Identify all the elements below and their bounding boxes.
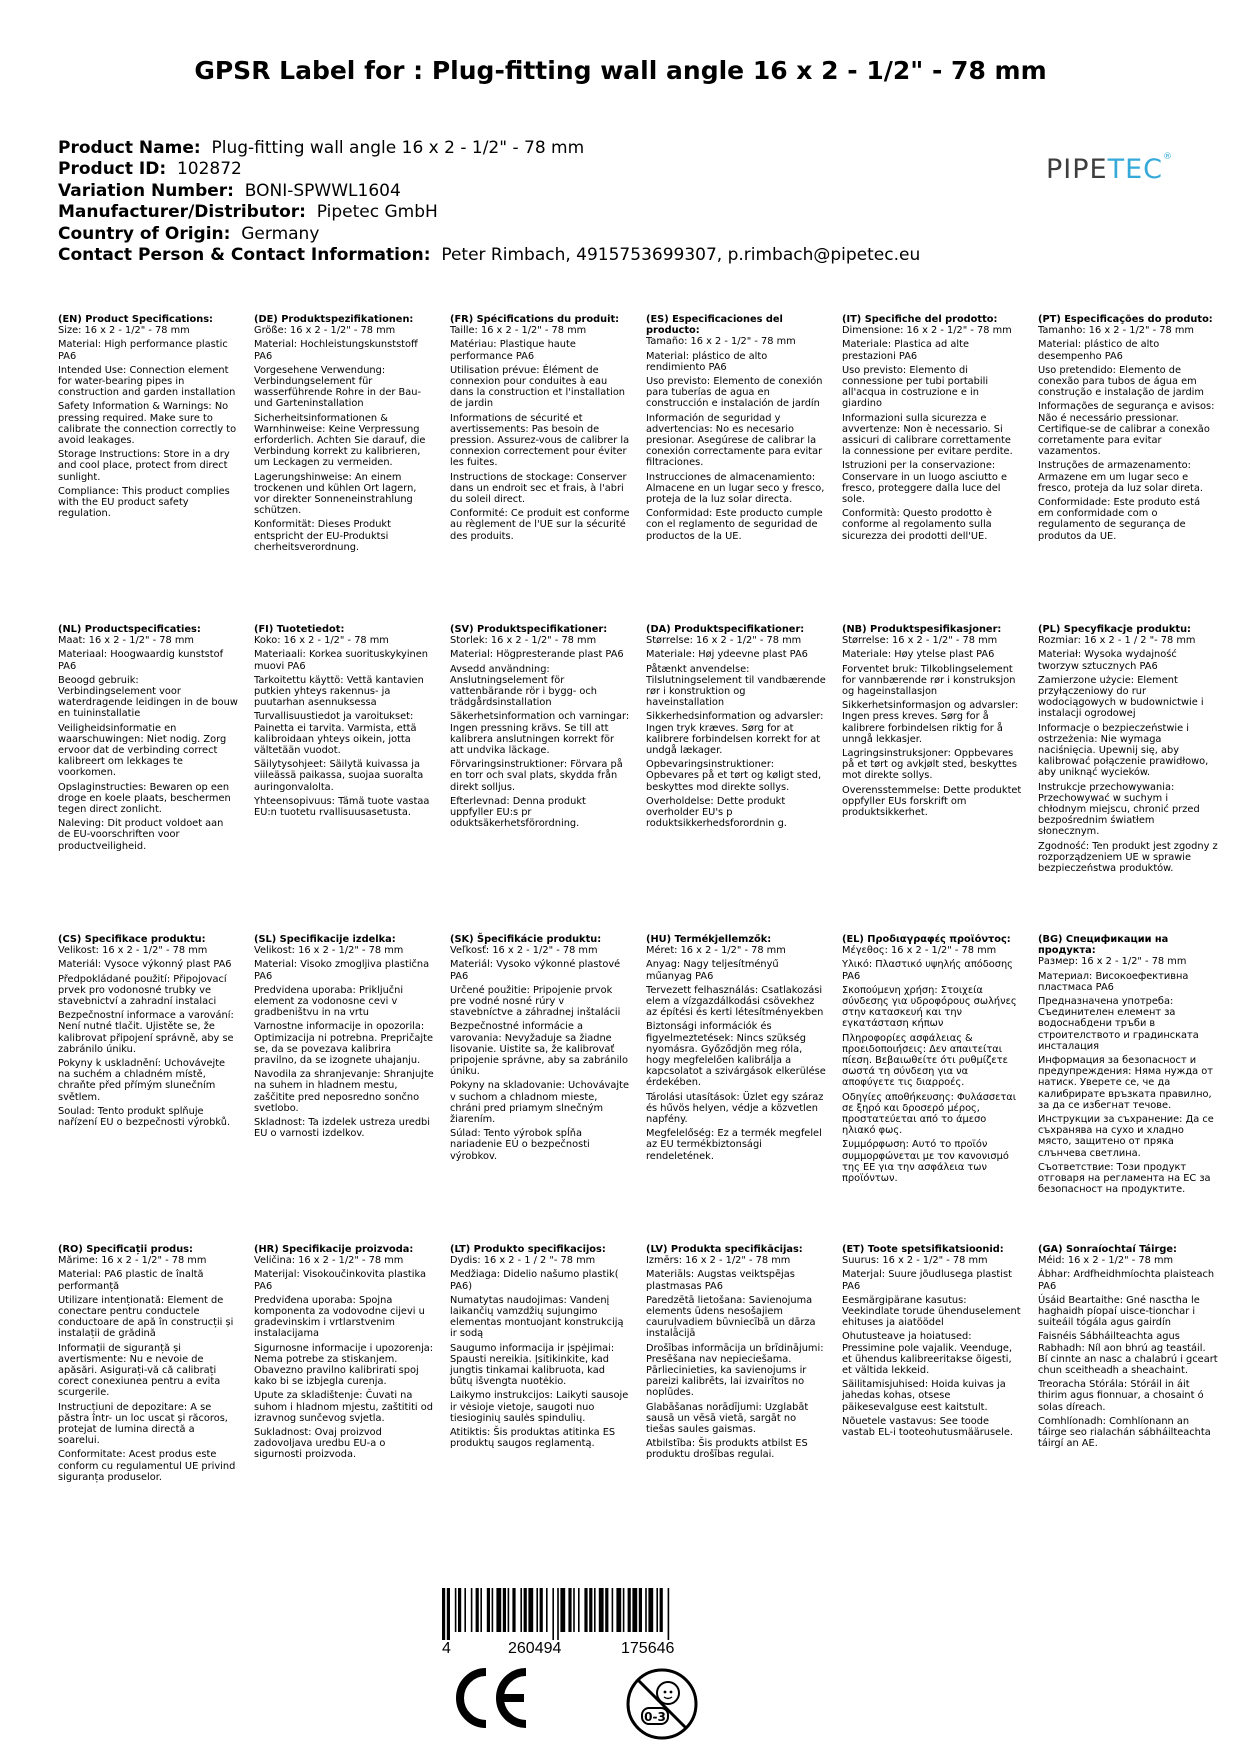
spec-line: Предназначена употреба: Съединителен елемент за водоснабдени тръби в строителството и градинската инсталация bbox=[1038, 996, 1199, 1052]
spec-block bbox=[646, 624, 826, 832]
barcode-bar bbox=[568, 1588, 571, 1632]
spec-heading: (LV) Produkta specifikācijas: bbox=[646, 1244, 803, 1255]
spec-line: Pokyny na skladovanie: Uchovávajte v suchom a chladnom mieste, chráni pred priamym slnečným žiarením. bbox=[450, 1080, 629, 1126]
spec-line: Megfelelőség: Ez a termék megfelel az EU termékbiztonsági rendeletének. bbox=[646, 1128, 822, 1162]
spec-line: Taille: 16 x 2 - 1/2" - 78 mm bbox=[450, 325, 587, 337]
spec-line: Izmērs: 16 x 2 - 1/2" - 78 mm bbox=[646, 1255, 791, 1267]
spec-line: Informazioni sulla sicurezza e avvertenze: Non è necessario. Si assicuri di calibrare correttamente la connessione per evitare perdite. bbox=[842, 412, 1013, 458]
barcode-bar bbox=[560, 1588, 565, 1632]
info-label: Product Name: bbox=[58, 138, 201, 158]
spec-line: Bezpečnostné informácie a varovania: Nevyžaduje sa žiadne lisovanie. Uistite sa, že kalibrovať pripojenie správne, aby sa zabránilo úniku. bbox=[450, 1021, 629, 1078]
barcode-bar bbox=[546, 1588, 548, 1632]
spec-line: Tárolási utasítások: Üzlet egy száraz és hűvös helyen, védje a közvetlen napfény. bbox=[646, 1091, 824, 1126]
contact-row bbox=[58, 245, 920, 266]
spec-line: Upute za skladištenje: Čuvati na suhom i hladnom mjestu, zaštititi od izravnog sunčevog svjetla. bbox=[254, 1390, 433, 1424]
spec-line: Съответствие: Този продукт отговаря на регламента на ЕС за безопасност на продуктите. bbox=[1038, 1161, 1211, 1196]
spec-line: Informacje o bezpieczeństwie i ostrzeżenia: Nie wymaga naciśnięcia. Upewnij się, aby kalibrować połączenie prawidłowo, aby uniknąć wycieków. bbox=[1038, 722, 1209, 779]
spec-heading: (HR) Specifikacije proizvoda: bbox=[254, 1244, 414, 1255]
spec-block bbox=[842, 624, 1022, 821]
spec-heading: (LT) Produkto specifikacijos: bbox=[450, 1244, 606, 1255]
spec-line: Overholdelse: Dette produkt overholder EU's p roduktsikkerhedsforordnin g. bbox=[646, 795, 787, 830]
spec-line: Συμμόρφωση: Αυτό το προϊόν συμμορφώνεται με τον κανονισμό της ΕΕ για την ασφάλεια των προϊόντων. bbox=[842, 1139, 1009, 1185]
spec-line: Размер: 16 x 2 - 1/2" - 78 mm bbox=[1038, 956, 1187, 968]
spec-line: Materjal: Suure jõudlusega plastist PA6 bbox=[842, 1269, 1012, 1292]
spec-heading: (RO) Specificații produs: bbox=[58, 1244, 193, 1255]
spec-line: Velikost: 16 x 2 - 1/2" - 78 mm bbox=[254, 945, 404, 957]
spec-line: Ábhar: Ardfheidhmíochta plaisteach PA6 bbox=[1038, 1269, 1215, 1292]
spec-line: Veiligheidsinformatie en waarschuwingen: Niet nodig. Zorg ervoor dat de verbinding correct kalibreert om lekkages te voorkomen. bbox=[58, 722, 227, 779]
spec-line: Instrucțiuni de depozitare: A se păstra într- un loc uscat și răcoros, protejat de lumina directă a soarelui. bbox=[58, 1401, 228, 1447]
spec-block bbox=[58, 624, 238, 855]
spec-line: Atbilstība: Šis produkts atbilst ES produktu drošības regulai. bbox=[646, 1438, 808, 1461]
spec-line: Eesmärgipärane kasutus: Veekindlate torude ühenduselement ehituses ja aiatöödel bbox=[842, 1294, 1021, 1329]
spec-line: Glabāšanas norādījumi: Uzglabāt sausā un vēsā vietā, sargāt no tiešas saules gaismas. bbox=[646, 1401, 809, 1436]
info-label: Contact Person & Contact Information: bbox=[58, 245, 431, 266]
spec-block bbox=[842, 1244, 1022, 1441]
spec-block bbox=[254, 314, 434, 556]
spec-line: Material: High performance plastic PA6 bbox=[58, 339, 228, 362]
product-name-row bbox=[58, 138, 920, 159]
spec-line: Materiale: Høy ytelse plast PA6 bbox=[842, 649, 995, 661]
barcode-bar bbox=[536, 1588, 538, 1632]
spec-line: Velikost: 16 x 2 - 1/2" - 78 mm bbox=[58, 945, 208, 957]
product-id-row bbox=[58, 159, 920, 180]
spec-heading: (DA) Produktspecifikationer: bbox=[646, 624, 805, 635]
barcode bbox=[438, 1588, 678, 1640]
spec-heading: (FR) Spécifications du produit: bbox=[450, 314, 620, 325]
spec-line: Größe: 16 x 2 - 1/2" - 78 mm bbox=[254, 325, 396, 337]
info-label: Country of Origin: bbox=[58, 223, 231, 244]
spec-line: Skladnost: Ta izdelek ustreza uredbi EU o varnosti izdelkov. bbox=[254, 1117, 430, 1140]
spec-line: Conformidade: Este produto está em conformidade com o regulamento de segurança de produtos da UE. bbox=[1038, 497, 1201, 542]
spec-line: Инструкции за съхранение: Да се съхранява на сухо и хладно място, защитено от пряка слънчева светлина. bbox=[1038, 1114, 1214, 1159]
spec-line: Materiāls: Augstas veiktspējas plastmasas PA6 bbox=[646, 1269, 795, 1292]
spec-line: Maat: 16 x 2 - 1/2" - 78 mm bbox=[58, 635, 194, 647]
spec-line: Uso previsto: Elemento de conexión para tuberías de agua en construcción e instalación de jardín bbox=[646, 376, 823, 410]
spec-heading: (ES) Especificaciones del producto: bbox=[646, 314, 783, 337]
spec-line: Instruções de armazenamento: Armazene em um lugar seco e fresco, proteja da luz solar direta. bbox=[1038, 460, 1203, 494]
spec-line: Medžiaga: Didelio našumo plastik( PA6) bbox=[450, 1269, 619, 1292]
spec-line: Informations de sécurité et avertissements: Pas besoin de pression. Assurez-vous de calibrer la connexion correctement pour éviter les fuites. bbox=[450, 412, 630, 469]
spec-line: Material: Högpresterande plast PA6 bbox=[450, 649, 624, 661]
spec-line: Safety Information & Warnings: No pressing required. Make sure to calibrate the connection correctly to avoid leakages. bbox=[58, 401, 237, 447]
spec-heading: (PL) Specyfikacje produktu: bbox=[1038, 624, 1191, 635]
spec-heading: (SV) Produktspecifikationer: bbox=[450, 624, 608, 635]
spec-line: Utilisation prévue: Élément de connexion pour conduites à eau dans la construction et l'installation de jardin bbox=[450, 364, 626, 410]
barcode-bar bbox=[552, 1588, 554, 1640]
barcode-digit-prefix: 4 bbox=[442, 1640, 451, 1657]
spec-line: Intended Use: Connection element for water-bearing pipes in construction and garden installation bbox=[58, 364, 236, 399]
spec-line: Информация за безопасност и предупреждения: Няма нужда от натиск. Уверете се, че да калибрирате връзката правилно, за да се избегнат течове. bbox=[1038, 1055, 1213, 1111]
spec-line: Yhteensopivuus: Tämä tuote vastaa EU:n tuotetu rvallisuusasetusta. bbox=[254, 795, 430, 819]
spec-line: Pokyny k uskladnění: Uchovávejte na suchém a chladném místě, chraňte před přímým slunečním světlem. bbox=[58, 1058, 226, 1103]
barcode-bar bbox=[594, 1588, 596, 1632]
barcode-bar bbox=[557, 1588, 559, 1640]
barcode-bar bbox=[480, 1588, 482, 1632]
spec-line: Sicherheitsinformationen & Warnhinweise: Keine Verpressung erforderlich. Achten Sie darauf, die Verbindung korrekt zu kalibrieren, um Leckagen zu vermeiden. bbox=[254, 412, 426, 469]
logo-text-tec: TEC bbox=[1107, 154, 1163, 185]
spec-line: Materiál: Vysoko výkonné plastové PA6 bbox=[450, 959, 621, 982]
spec-line: Materijal: Visokoučinkovita plastika PA6 bbox=[254, 1269, 427, 1292]
spec-line: Lagerungshinweise: An einem trockenen und kühlen Ort lagern, vor direkter Sonneneinstrahlung schützen. bbox=[254, 471, 417, 517]
barcode-bar bbox=[612, 1588, 614, 1632]
spec-line: Materiaal: Hoogwaardig kunststof PA6 bbox=[58, 649, 224, 672]
spec-block bbox=[450, 314, 630, 545]
spec-line: Soulad: Tento produkt splňuje nařízení EU o bezpečnosti výrobků. bbox=[58, 1105, 231, 1129]
spec-heading: (EL) Προδιαγραφές προϊόντος: bbox=[842, 934, 1011, 945]
info-value: Germany bbox=[241, 223, 320, 244]
spec-line: Opslaginstructies: Bewaren op een droge en koele plaats, beschermen tegen direct zonlicht. bbox=[58, 781, 231, 816]
spec-line: Sukladnost: Ovaj proizvod zadovoljava uredbu EU-a o sigurnosti proizvoda. bbox=[254, 1427, 386, 1461]
page-title: GPSR Label for : Plug-fitting wall angle 16 x 2 - 1/2" - 78 mm bbox=[194, 56, 1047, 85]
spec-line: Zamierzone użycie: Element przyłączeniowy do rur wodociągowych w budownictwie i instalacji ogrodowej bbox=[1038, 674, 1204, 720]
spec-line: Predvidena uporaba: Priključni element za vodonosne cevi v gradbeništvu in na vrtu bbox=[254, 984, 404, 1019]
barcode-bar bbox=[458, 1588, 461, 1632]
registered-mark: ® bbox=[1163, 152, 1173, 162]
barcode-bar bbox=[508, 1588, 510, 1632]
info-value: Peter Rimbach, 4915753699307, p.rimbach@pipetec.eu bbox=[441, 245, 921, 266]
spec-line: Informații de siguranță și avertismente: Nu e nevoie de apăsări. Asigurați-vă că calibrați corect conexiunea pentru a evita scurgerile. bbox=[58, 1342, 221, 1399]
spec-block bbox=[58, 934, 238, 1131]
spec-line: Treoracha Stórála: Stóráil in áit thirim agus fionnuar, a chosaint ó solas díreach. bbox=[1038, 1379, 1204, 1413]
spec-block bbox=[254, 934, 434, 1142]
barcode-bar bbox=[623, 1588, 625, 1632]
age-warning-icon bbox=[624, 1666, 700, 1742]
spec-line: Méret: 16 x 2 - 1/2" - 78 mm bbox=[646, 945, 786, 957]
info-value: Pipetec GmbH bbox=[316, 202, 438, 223]
barcode-bar bbox=[573, 1588, 575, 1632]
spec-heading: (SL) Specifikacije izdelka: bbox=[254, 934, 396, 945]
spec-heading: (EN) Product Specifications: bbox=[58, 314, 213, 325]
spec-heading: (NB) Produktspesifikasjoner: bbox=[842, 624, 1002, 635]
barcode-bar bbox=[648, 1588, 653, 1632]
info-label: Variation Number: bbox=[58, 180, 234, 201]
spec-line: Material: plástico de alto desempenho PA6 bbox=[1038, 339, 1160, 362]
spec-line: Size: 16 x 2 - 1/2" - 78 mm bbox=[58, 325, 190, 337]
spec-heading: (SK) Špecifikácie produktu: bbox=[450, 934, 602, 945]
barcode-bar bbox=[628, 1588, 631, 1632]
info-value: BONI-SPWWL1604 bbox=[244, 180, 401, 201]
spec-line: Säkerhetsinformation och varningar: Ingen pressning krävs. Se till att kalibrera anslutningen korrekt för att undvika läckage. bbox=[450, 711, 630, 757]
spec-line: Πληροφορίες ασφάλειας & προειδοποιήσεις: Δεν απαιτείται πίεση. Βεβαιωθείτε ότι ρυθμίζετε σωστά τη σύνδεση για να αποφύγετε τις διαρροές. bbox=[842, 1032, 1008, 1089]
spec-heading: (GA) Sonraíochtaí Táirge: bbox=[1038, 1244, 1177, 1255]
spec-line: Tervezett felhasználás: Csatlakozási elem a vízgazdálkodási csövekhez az építési és kerti létesítményekben bbox=[646, 984, 824, 1019]
barcode-bar bbox=[660, 1588, 663, 1632]
spec-line: Utilizare intenționată: Element de conectare pentru conductele conductoare de apă în construcții și instalații de grădină bbox=[58, 1294, 234, 1340]
spec-line: Säilytysohjeet: Säilytä kuivassa ja viileässä paikassa, suojaa suoralta auringonvalolta. bbox=[254, 759, 424, 793]
spec-line: Comhlíonadh: Comhlíonann an táirge seo rialachán sábháilteachta táirgí an AE. bbox=[1038, 1415, 1211, 1450]
spec-line: Bezpečnostní informace a varování: Není nutné tlačit. Ujistěte se, že kalibrovat připojení správně, aby se zabránilo úniku. bbox=[58, 1010, 234, 1055]
spec-line: Overensstemmelse: Dette produktet oppfyller EUs forskrift om produktsikkerhet. bbox=[842, 784, 1022, 819]
spec-line: Påtænkt anvendelse: Tilslutningselement til vandbærende rør i konstruktion og haveinstallation bbox=[646, 663, 826, 709]
spec-block bbox=[450, 934, 630, 1165]
spec-line: Μέγεθος: 16 x 2 - 1/2" - 78 mm bbox=[842, 945, 997, 957]
spec-block bbox=[646, 934, 826, 1165]
barcode-bar bbox=[616, 1588, 621, 1632]
logo-text-pipe: PIPE bbox=[1046, 154, 1108, 185]
spec-line: Sikkerhetsinformasjon og advarsler: Ingen press kreves. Sørg for å kalibrere forbindelsen riktig for å unngå lekkasjer. bbox=[842, 700, 1019, 745]
barcode-digits-right: 175646 bbox=[621, 1640, 675, 1657]
barcode-bar bbox=[487, 1588, 490, 1632]
spec-line: Tarkoitettu käyttö: Vettä kantavien putkien yhteys rakennus- ja puutarhan asennuksessa bbox=[254, 674, 424, 709]
spec-line: Størrelse: 16 x 2 - 1/2" - 78 mm bbox=[646, 635, 802, 647]
barcode-bar bbox=[605, 1588, 608, 1632]
spec-line: Navodila za shranjevanje: Shranjujte na suhem in hladnem mestu, zaščitite pred neposredno sončno svetlobo. bbox=[254, 1069, 434, 1114]
barcode-bar bbox=[496, 1588, 501, 1632]
spec-line: Opbevaringsinstruktioner: Opbevares på et tørt og køligt sted, beskyttes mod direkte sollys. bbox=[646, 759, 822, 793]
barcode-bar bbox=[524, 1588, 527, 1632]
spec-line: Varnostne informacije in opozorila: Optimizacija ni potrebna. Prepričajte se, da se povezava kalibrira pravilno, da se izognete uhajanju. bbox=[254, 1021, 433, 1067]
spec-heading: (PT) Especificações do produto: bbox=[1038, 314, 1213, 325]
pipetec-logo bbox=[1046, 154, 1173, 185]
spec-line: Ohutusteave ja hoiatused: Pressimine pole vajalik. Veenduge, et ühendus kalibreeritakse õigesti, et vältida lekkeid. bbox=[842, 1331, 1013, 1377]
spec-line: Atitiktis: Šis produktas atitinka ES produktų saugos reglamentą. bbox=[450, 1427, 616, 1450]
barcode-digits-left: 260494 bbox=[508, 1640, 562, 1657]
barcode-bar bbox=[639, 1588, 642, 1632]
barcode-bar bbox=[464, 1588, 466, 1632]
spec-line: Veličina: 16 x 2 - 1/2" - 78 mm bbox=[254, 1255, 404, 1267]
barcode-bar bbox=[520, 1588, 522, 1632]
info-label: Manufacturer/Distributor: bbox=[58, 202, 306, 223]
spec-line: Efterlevnad: Denna produkt uppfyller EU:s pr oduktsäkerhetsförordning. bbox=[450, 795, 586, 830]
barcode-bar bbox=[632, 1588, 637, 1632]
spec-line: Naleving: Dit product voldoet aan de EU-voorschriften voor productveiligheid. bbox=[58, 818, 224, 852]
country-row bbox=[58, 224, 920, 245]
spec-line: Materiaali: Korkea suorituskykyinen muovi PA6 bbox=[254, 649, 428, 672]
spec-line: Säilitamisjuhised: Hoida kuivas ja jahedas kohas, otsese päikesevalguse eest kaitstult. bbox=[842, 1379, 1006, 1413]
barcode-bar bbox=[589, 1588, 592, 1632]
spec-line: Numatytas naudojimas: Vandenį laikančių vamzdžių sujungimo elementas montuojant konstrukciją ir sodą bbox=[450, 1294, 624, 1340]
spec-line: Förvaringsinstruktioner: Förvara på en torr och sval plats, skydda från direkt solljus. bbox=[450, 759, 623, 793]
spec-block bbox=[1038, 1244, 1218, 1452]
spec-block bbox=[254, 624, 434, 821]
barcode-bar bbox=[455, 1588, 457, 1632]
spec-line: Sigurnosne informacije i upozorenja: Nema potrebe za stiskanjem. Obavezno pravilno kalibrirati spoj kako bi se izbjegla curenja. bbox=[254, 1342, 434, 1388]
barcode-bar bbox=[492, 1588, 494, 1632]
spec-line: Uso previsto: Elemento di connessione per tubi portabili all'acqua in costruzione e in giardino bbox=[842, 364, 989, 410]
barcode-bar bbox=[476, 1588, 479, 1632]
spec-line: Instructions de stockage: Conserver dans un endroit sec et frais, à l'abri du soleil direct. bbox=[450, 471, 627, 506]
spec-line: Conformitate: Acest produs este conform cu regulamentul UE privind siguranța produselor. bbox=[58, 1449, 236, 1483]
barcode-bar bbox=[599, 1588, 604, 1632]
spec-line: Материал: Високоефективна пластмаса PA6 bbox=[1038, 970, 1189, 993]
spec-line: Material: plástico de alto rendimiento PA6 bbox=[646, 350, 768, 373]
spec-block bbox=[646, 314, 826, 545]
spec-line: Turvallisuustiedot ja varoitukset: Painetta ei tarvita. Varmista, että kalibroidaan yhteys oikein, jotta vältetään vuodot. bbox=[254, 711, 417, 757]
spec-line: Mărime: 16 x 2 - 1/2" - 78 mm bbox=[58, 1255, 207, 1267]
spec-line: Beoogd gebruik: Verbindingselement voor waterdragende leidingen in de bouw en tuininstallatie bbox=[58, 674, 238, 720]
spec-line: Tamanho: 16 x 2 - 1/2" - 78 mm bbox=[1038, 325, 1194, 337]
barcode-bar bbox=[503, 1588, 506, 1632]
spec-line: Material: Visoko zmogljiva plastična PA6 bbox=[254, 959, 430, 982]
barcode-bar bbox=[668, 1588, 670, 1640]
info-value: 102872 bbox=[176, 159, 242, 180]
spec-line: Material: Hochleistungskunststoff PA6 bbox=[254, 339, 418, 362]
spec-line: Vorgesehene Verwendung: Verbindungselement für wasserführende Rohre in der Bau- und Garteninstallation bbox=[254, 364, 421, 410]
spec-block bbox=[1038, 934, 1218, 1198]
spec-heading: (FI) Tuotetiedot: bbox=[254, 624, 345, 635]
spec-line: Dimensione: 16 x 2 - 1/2" - 78 mm bbox=[842, 325, 1012, 337]
spec-line: Conformidad: Este producto cumple con el reglamento de seguridad de productos de la UE. bbox=[646, 508, 823, 542]
spec-heading: (HU) Termékjellemzők: bbox=[646, 934, 772, 945]
spec-line: Sikkerhedsinformation og advarsler: Ingen tryk kræves. Sørg for at kalibrere forbindelsen korrekt for at undgå lækager. bbox=[646, 711, 824, 757]
spec-line: Předpokládané použití: Připojovací prvek pro vodonosné trubky ve stavebnictví a zahradní instalaci bbox=[58, 973, 227, 1008]
spec-line: Conformità: Questo prodotto è conforme al regolamento sulla sicurezza dei prodotti dell'UE. bbox=[842, 508, 992, 542]
spec-line: Οδηγίες αποθήκευσης: Φυλάσσεται σε ξηρό και δροσερό μέρος, προστατεύεται από το άμεσο ηλιακό φως. bbox=[842, 1091, 1017, 1137]
info-value: Plug-fitting wall angle 16 x 2 - 1/2" - 78 mm bbox=[211, 138, 585, 158]
spec-line: Lagringsinstruksjoner: Oppbevares på et tørt og avkjølt sted, beskyttes mot direkte sollys. bbox=[842, 748, 1018, 782]
spec-line: Rozmiar: 16 x 2 - 1 / 2 "- 78 mm bbox=[1038, 635, 1196, 647]
spec-block bbox=[842, 934, 1022, 1187]
spec-block bbox=[450, 624, 630, 832]
spec-block bbox=[58, 314, 238, 522]
barcode-bar bbox=[471, 1588, 473, 1632]
spec-line: Nõuetele vastavus: See toode vastab EL-i tooteohutusmäärusele. bbox=[842, 1415, 1013, 1439]
spec-line: Určené použitie: Pripojenie prvok pre vodné nosné rúry v stavebníctve a záhradnej inštalácii bbox=[450, 984, 621, 1019]
spec-block bbox=[646, 1244, 826, 1464]
spec-line: Konformität: Dieses Produkt entspricht der EU-Produktsi cherheitsverordnung. bbox=[254, 519, 391, 553]
barcode-bar bbox=[584, 1588, 587, 1632]
spec-line: Materiał: Wysoka wydajność tworzyw sztucznych PA6 bbox=[1038, 649, 1177, 672]
barcode-bar bbox=[645, 1588, 647, 1632]
spec-line: Información de seguridad y advertencias: No es necesario presionar. Asegúrese de calibrar la conexión correctamente para evitar filtraciones. bbox=[646, 412, 823, 469]
spec-line: Zgodność: Ten produkt jest zgodny z rozporządzeniem UE w sprawie bezpieczeństwa produktów. bbox=[1038, 840, 1218, 875]
spec-line: Koko: 16 x 2 - 1/2" - 78 mm bbox=[254, 635, 389, 647]
spec-line: Veľkosť: 16 x 2 - 1/2" - 78 mm bbox=[450, 945, 598, 957]
spec-block bbox=[254, 1244, 434, 1464]
spec-line: Dydis: 16 x 2 - 1 / 2 "- 78 mm bbox=[450, 1255, 596, 1267]
spec-line: Matériau: Plastique haute performance PA6 bbox=[450, 339, 576, 362]
spec-heading: (ET) Toote spetsifikatsioonid: bbox=[842, 1244, 1004, 1255]
spec-line: Drošības informācija un brīdinājumi: Presēšana nav nepieciešama. Pārliecinieties, ka savienojums ir pareizi kalibrēts, lai izvairītos no noplūdes. bbox=[646, 1342, 824, 1399]
spec-line: Saugumo informacija ir įspėjimai: Spausti nereikia. Įsitikinkite, kad jungtis tinkamai kalibruota, kad būtų išvengta nuotėkio. bbox=[450, 1342, 615, 1388]
spec-line: Suurus: 16 x 2 - 1/2" - 78 mm bbox=[842, 1255, 988, 1267]
spec-line: Σκοπούμενη χρήση: Στοιχεία σύνδεσης για υδροφόρους σωλήνες στην κατασκευή και την εγκατάσταση κήπων bbox=[842, 984, 1017, 1030]
spec-line: Storage Instructions: Store in a dry and cool place, protect from direct sunlight. bbox=[58, 449, 230, 483]
spec-line: Materiale: Høj ydeevne plast PA6 bbox=[646, 649, 808, 661]
spec-line: Conformité: Ce produit est conforme au règlement de l'UE sur la sécurité des produits. bbox=[450, 508, 630, 542]
spec-block bbox=[1038, 624, 1218, 877]
variation-number-row bbox=[58, 181, 920, 202]
spec-block bbox=[450, 1244, 630, 1452]
barcode-bar bbox=[578, 1588, 580, 1632]
spec-heading: (IT) Specifiche del prodotto: bbox=[842, 314, 998, 325]
spec-line: Súlad: Tento výrobok spĺňa nariadenie EÚ o bezpečnosti výrobkov. bbox=[450, 1128, 590, 1162]
spec-heading: (CS) Specifikace produktu: bbox=[58, 934, 206, 945]
spec-line: Biztonsági információk és figyelmeztetések: Nincs szükség nyomásra. Győződjön meg róla, hogy megfelelően kalibrálja a kapcsolatot a szivárgások elkerülése érdekében. bbox=[646, 1021, 826, 1089]
barcode-bar bbox=[540, 1588, 543, 1632]
spec-block bbox=[58, 1244, 238, 1486]
spec-line: Material: PA6 plastic de înaltă performanță bbox=[58, 1269, 204, 1292]
spec-line: Predviđena uporaba: Spojna komponenta za vodovodne cijevi u gradevinskim i vrtlarstvenim instalacijama bbox=[254, 1294, 425, 1340]
spec-line: Laikymo instrukcijos: Laikyti sausoje ir vėsioje vietoje, saugoti nuo tiesioginių saulės spindulių. bbox=[450, 1390, 629, 1424]
spec-line: Υλικό: Πλαστικό υψηλής απόδοσης PA6 bbox=[842, 959, 1013, 982]
spec-block bbox=[842, 314, 1022, 545]
ce-mark-icon bbox=[452, 1666, 532, 1730]
spec-line: Storlek: 16 x 2 - 1/2" - 78 mm bbox=[450, 635, 597, 647]
barcode-bar bbox=[656, 1588, 658, 1632]
age-warning-label: 0-3 bbox=[644, 1710, 666, 1724]
info-label: Product ID: bbox=[58, 159, 167, 180]
spec-line: Paredzētā lietošana: Savienojuma elements ūdens nesošajiem cauruļvadiem būvniecībā un dārza instalācijā bbox=[646, 1294, 816, 1340]
spec-line: Anyag: Nagy teljesítményű műanyag PA6 bbox=[646, 959, 779, 982]
spec-line: Compliance: This product complies with the EU product safety regulation. bbox=[58, 485, 230, 520]
barcode-bar bbox=[442, 1588, 445, 1640]
spec-line: Tamaño: 16 x 2 - 1/2" - 78 mm bbox=[646, 336, 796, 348]
spec-heading: (DE) Produktspezifikationen: bbox=[254, 314, 414, 325]
spec-line: Forventet bruk: Tilkoblingselement for vannbærende rør i konstruksjon og hageinstallasjon bbox=[842, 663, 1016, 698]
spec-line: Istruzioni per la conservazione: Conservare in un luogo asciutto e fresco, proteggere dalla luce del sole. bbox=[842, 460, 1008, 506]
spec-line: Størrelse: 16 x 2 - 1/2" - 78 mm bbox=[842, 635, 998, 647]
barcode-bar bbox=[512, 1588, 515, 1632]
barcode-bar bbox=[528, 1588, 533, 1632]
product-info bbox=[58, 138, 920, 266]
spec-line: Avsedd användning: Anslutningselement för vattenbärande rör i bygg- och trädgårdsinstallation bbox=[450, 663, 598, 709]
spec-line: Materiál: Vysoce výkonný plast PA6 bbox=[58, 959, 232, 971]
spec-line: Úsáid Beartaithe: Gné nasctha le haghaidh píopaí uisce-tionchar i suiteáil tógála agus gairdín bbox=[1038, 1294, 1200, 1329]
manufacturer-row bbox=[58, 202, 920, 223]
barcode-bar bbox=[447, 1588, 450, 1640]
spec-line: Instrucciones de almacenamiento: Almacene en un lugar seco y fresco, proteja de la luz solar directa. bbox=[646, 471, 825, 506]
spec-line: Materiale: Plastica ad alte prestazioni PA6 bbox=[842, 339, 969, 362]
spec-block bbox=[1038, 314, 1218, 545]
spec-heading: (BG) Спецификации на продукта: bbox=[1038, 934, 1169, 957]
spec-line: Informações de segurança e avisos: Não é necessário pressionar. Certifique-se de calibrar a conexão corretamente para evitar vazamentos. bbox=[1038, 401, 1215, 458]
spec-heading: (NL) Productspecificaties: bbox=[58, 624, 201, 635]
spec-line: Méid: 16 x 2 - 1/2" - 78 mm bbox=[1038, 1255, 1174, 1267]
spec-line: Instrukcje przechowywania: Przechowywać w suchym i chłodnym miejscu, chronić przed bezpośrednim światłem słonecznym. bbox=[1038, 781, 1200, 838]
spec-line: Uso pretendido: Elemento de conexão para tubos de água em construção e instalação de jardim bbox=[1038, 364, 1204, 399]
spec-line: Faisnéis Sábháilteachta agus Rabhadh: Níl aon bhrú ag teastáil. Bí cinnte an nasc a chalabrú i gceart chun sceitheadh a sheachaint. bbox=[1038, 1331, 1218, 1377]
